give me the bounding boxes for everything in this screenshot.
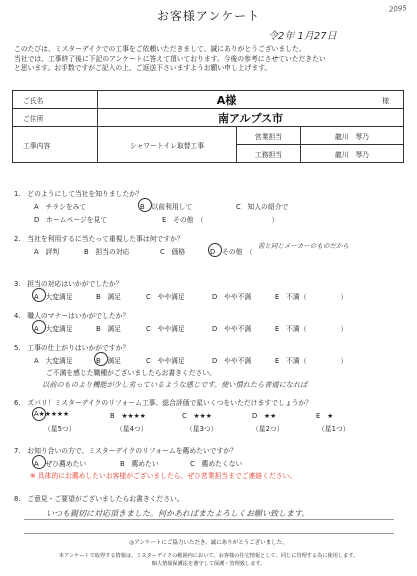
selected-mark (208, 243, 222, 257)
q5-option: B 満足 (96, 357, 122, 365)
intro-line: 当社では、工事終了後に下記のアンケートに答えて頂いております。今後の参考にさせていただきたい (14, 54, 326, 63)
q5-sub-question: ご不満を感じた職種がございましたらお書きください。 (46, 369, 216, 377)
intro-text (14, 45, 406, 74)
q7-option: C 薦めたくない (190, 460, 243, 468)
answer-line (24, 533, 394, 534)
q6-star-count: （星1つ） (318, 425, 350, 433)
selected-mark (32, 288, 46, 302)
question-8: 8. ご意見・ご要望がございましたらお書きください。 (14, 495, 184, 503)
q4-option: B 満足 (96, 325, 122, 333)
address-value: 南アルプス市 (98, 109, 404, 127)
q4-option: E 不満（ ） (275, 325, 348, 333)
question-5: 5. 工事の仕上がりはいかがですか？ (14, 344, 130, 352)
q1-option-d: D ホームページを見て (34, 216, 108, 224)
page-title: お客様アンケート (156, 9, 261, 23)
q2-option-c: C 価格 (160, 248, 186, 256)
q1-option-e: E その他 （ ） (162, 216, 279, 224)
q6-option: C ★★★ (182, 412, 212, 420)
selected-mark (94, 352, 108, 366)
q6-star-count: （星3つ） (186, 425, 218, 433)
sales-label: 営業担当 (237, 127, 301, 145)
q3-option: E 不満（ ） (275, 293, 348, 301)
q3-option: A 大変満足 (34, 293, 73, 301)
name-label: ご氏名 (13, 91, 98, 109)
q6-star-count: （星2つ） (252, 425, 284, 433)
q7-recommend-note: ※ 具体的にお薦めしたいお客様がございましたら、ぜひ営業担当までご連絡ください。 (30, 472, 297, 480)
q1-option-a: A チラシをみて (34, 203, 87, 211)
q5-handwritten-answer: 以前のものより機能が少し劣っているような感じです。使い慣れたら普通になれば (42, 380, 308, 389)
question-2: 2. 当社を利用するに当たって重視した事は何ですか？ (14, 235, 184, 243)
q5-option: E 不満（ ） (275, 357, 348, 365)
sales-value: 龍川 琴乃 (301, 127, 404, 145)
question-6: 6. ズバリ！ミスターデイクのリフォーム工事、総合評価で星いくつをいただけますでしょうか？ (14, 399, 313, 407)
customer-info-table (12, 90, 404, 163)
q2-option-a: A 評判 (34, 248, 60, 256)
q4-option: C やや満足 (146, 325, 185, 333)
q6-star-count: （星5つ） (44, 425, 76, 433)
selected-mark (32, 455, 46, 469)
question-4: 4. 職人のマナーはいかがでしたか？ (14, 312, 130, 320)
name-value: A様 (98, 91, 356, 109)
q6-star-count: （星4つ） (116, 425, 148, 433)
question-3: 3. 担当の対応はいかがでしたか？ (14, 280, 123, 288)
selected-mark (32, 320, 46, 334)
construct-label: 工務担当 (237, 145, 301, 163)
q1-option-b: B 以前利用して (140, 203, 193, 211)
construct-value: 龍川 琴乃 (301, 145, 404, 163)
privacy-note: 本アンケートで取得する情報は、ミスターデイクの範囲内において、お客様の住宅情報として、同じに管理する為に使用します。 (58, 553, 359, 559)
q6-option: E ★ (316, 412, 334, 420)
handwritten-date: 令2年 1月27日 (268, 31, 337, 42)
q3-option: C やや満足 (146, 293, 185, 301)
q3-option: D やや不満 (212, 293, 252, 301)
q5-option: C やや満足 (146, 357, 185, 365)
q5-option: D やや不満 (212, 357, 252, 365)
q7-option: B 薦めたい (120, 460, 159, 468)
q4-option: A 大変満足 (34, 325, 73, 333)
work-value: シャワートイレ取替工事 (98, 127, 237, 163)
serial-number: 2095 (388, 4, 408, 14)
address-label: ご住所 (13, 109, 98, 127)
q6-option: D ★★ (252, 412, 277, 420)
intro-line: このたびは、ミスターデイクでの工事をご依頼いただきまして、誠にありがとうございました。 (14, 45, 306, 53)
intro-line: と思います。お手数ですがご記入の上、ご返送下さいますようお願い申し上げます。 (14, 64, 272, 72)
q5-option: A 大変満足 (34, 357, 73, 365)
q1-option-c: C 知人の紹介で (236, 203, 289, 211)
q2-option-b: B 担当の対応 (84, 248, 130, 256)
thanks-note: ◎アンケートにご協力いただき、誠にありがとうございました。 (129, 540, 288, 546)
q4-option: D やや不満 (212, 325, 252, 333)
question-7: 7. お知り合いの方で、ミスターデイクのリフォームを薦めたいですか？ (14, 447, 237, 455)
question-1: 1. どのようにして当社を知りましたか？ (14, 190, 143, 198)
work-label: 工事内容 (13, 127, 98, 163)
name-suffix: 様 (355, 91, 404, 109)
selected-mark (138, 198, 152, 212)
privacy-note: 個人情報保護法を遵守して保護・管理致します。 (151, 561, 266, 567)
q2-handwritten-answer: 前と同じメーカーのものだから (258, 242, 349, 250)
q2-option-d: D その他 （ (210, 248, 253, 256)
answer-line (24, 519, 394, 520)
q7-option: A ぜひ薦めたい (34, 460, 87, 468)
selected-mark (32, 407, 46, 421)
q3-option: B 満足 (96, 293, 122, 301)
q6-option: A★★★★★ (34, 410, 70, 418)
q6-option: B ★★★★ (110, 412, 146, 420)
q8-handwritten-answer: いつも親切に対応頂きました。何かあればまたよろしくお願い致します。 (46, 509, 310, 518)
